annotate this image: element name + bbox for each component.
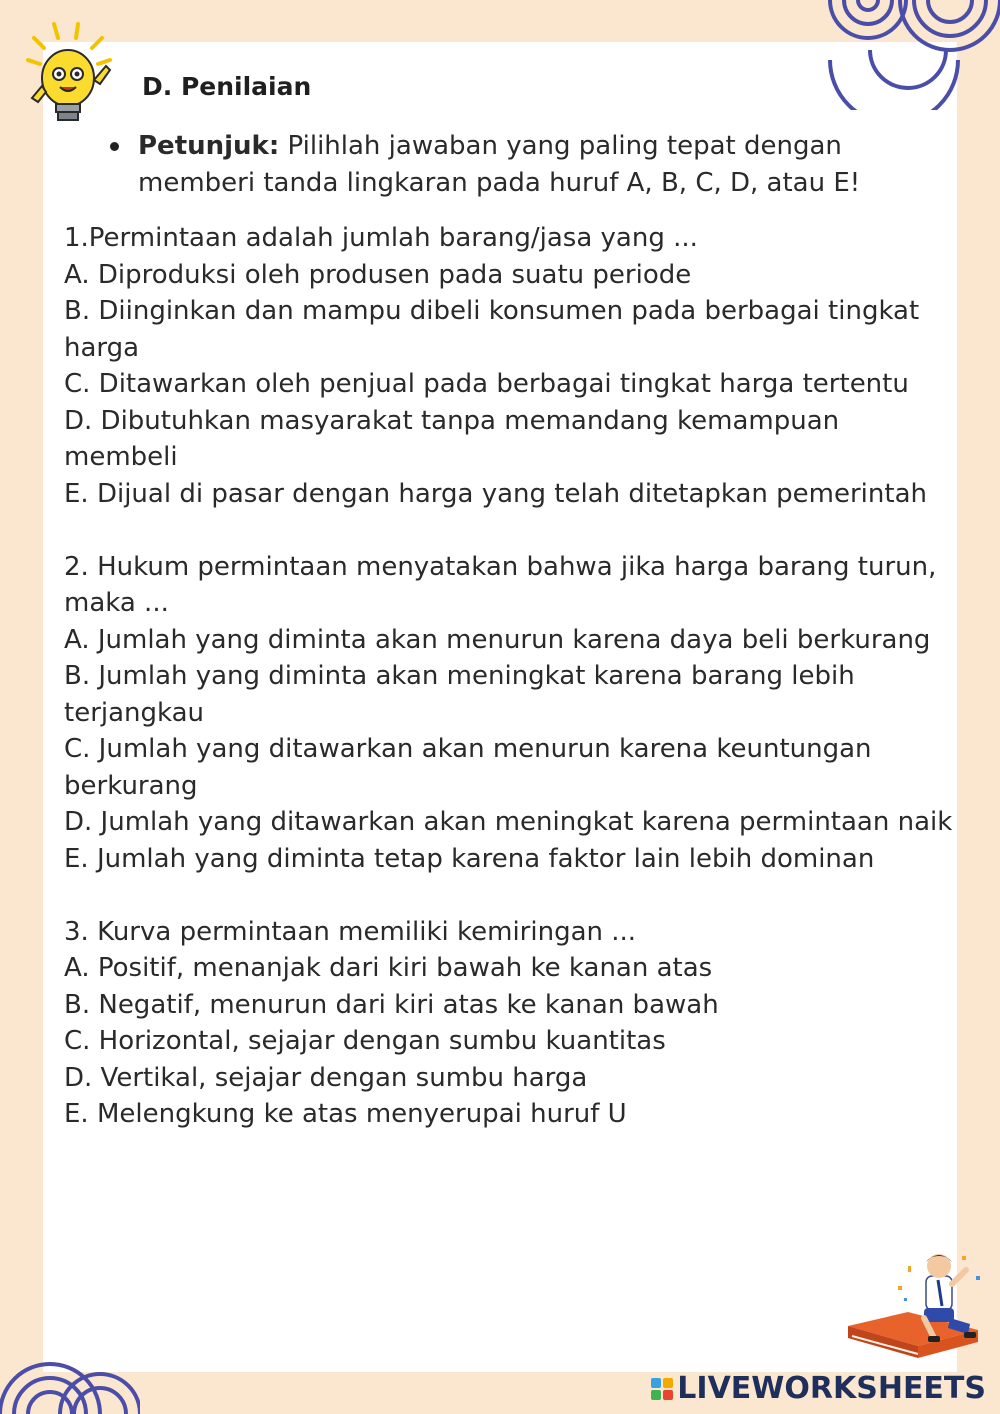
- question-stem: 3. Kurva permintaan memiliki kemiringan ...: [64, 916, 637, 947]
- option-d[interactable]: D. Vertikal, sejajar dengan sumbu harga: [64, 1062, 588, 1093]
- bullet-icon: [110, 142, 119, 151]
- option-e[interactable]: E. Dijual di pasar dengan harga yang telah ditetapkan pemerintah: [64, 478, 927, 509]
- questions-list: [64, 220, 954, 1169]
- option-a[interactable]: A. Jumlah yang diminta akan menurun karena daya beli berkurang: [64, 624, 931, 655]
- option-e[interactable]: E. Jumlah yang diminta tetap karena faktor lain lebih dominan: [64, 843, 875, 874]
- student-on-book-illustration: [838, 1246, 988, 1376]
- instruction-text: [138, 128, 938, 202]
- option-b[interactable]: B. Diinginkan dan mampu dibeli konsumen pada berbagai tingkat harga: [64, 296, 920, 363]
- option-b[interactable]: B. Jumlah yang diminta akan meningkat karena barang lebih terjangkau: [64, 661, 855, 728]
- decorative-arcs-bottom-left: [0, 1324, 140, 1414]
- liveworksheets-mark-icon: [651, 1378, 673, 1400]
- option-d[interactable]: D. Jumlah yang ditawarkan akan meningkat karena permintaan naik: [64, 807, 953, 837]
- decorative-arcs-top-right: [810, 0, 1000, 110]
- option-a[interactable]: A. Diproduksi oleh produsen pada suatu periode: [64, 259, 692, 290]
- question-3: [64, 914, 954, 1133]
- instruction-body: Pilihlah jawaban yang paling tepat dengan memberi tanda lingkaran pada huruf A, B, C, D, atau E!: [138, 131, 861, 198]
- option-c[interactable]: C. Jumlah yang ditawarkan akan menurun karena keuntungan berkurang: [64, 734, 872, 801]
- question-stem: 1.Permintaan adalah jumlah barang/jasa yang ...: [64, 223, 698, 253]
- option-c[interactable]: C. Horizontal, sejajar dengan sumbu kuantitas: [64, 1026, 666, 1056]
- option-d[interactable]: D. Dibutuhkan masyarakat tanpa memandang kemampuan membeli: [64, 405, 840, 472]
- section-title: D. Penilaian: [142, 72, 312, 101]
- question-stem: 2. Hukum permintaan menyatakan bahwa jika harga barang turun, maka ...: [64, 551, 937, 618]
- instruction-block: [108, 128, 938, 202]
- option-a[interactable]: A. Positif, menanjak dari kiri bawah ke kanan atas: [64, 953, 713, 983]
- logo-text: LIVEWORKSHEETS: [677, 1371, 986, 1406]
- option-e[interactable]: E. Melengkung ke atas menyerupai huruf U: [64, 1099, 627, 1129]
- question-1: [64, 220, 954, 512]
- question-2: [64, 549, 954, 878]
- lightbulb-mascot-icon: [18, 20, 118, 130]
- option-b[interactable]: B. Negatif, menurun dari kiri atas ke kanan bawah: [64, 989, 719, 1020]
- instruction-label: Petunjuk:: [138, 131, 280, 161]
- liveworksheets-logo: [651, 1371, 986, 1406]
- option-c[interactable]: C. Ditawarkan oleh penjual pada berbagai tingkat harga tertentu: [64, 369, 909, 399]
